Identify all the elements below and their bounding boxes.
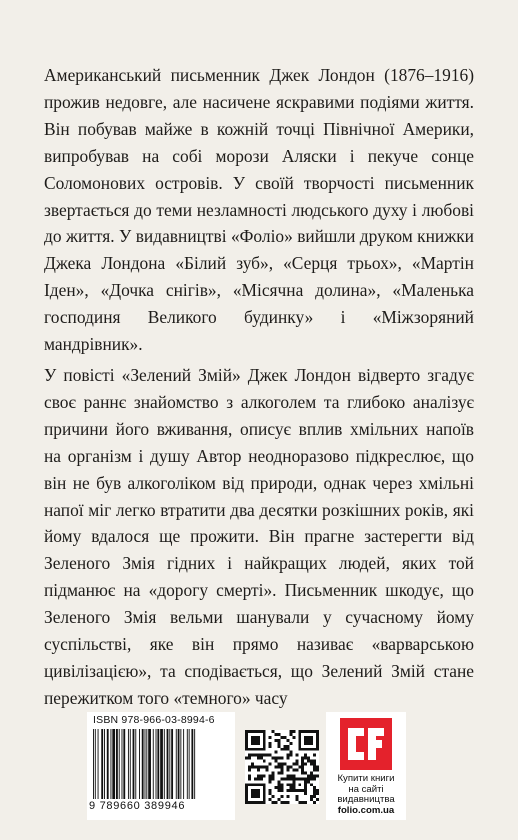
barcode-bars [91,729,231,799]
paragraph-author-bio: Американський письменник Джек Лондон (1876–1916) прожив недовге, але насичене яскравими подіями життя. Він побував майже в кожній точці Північної Америки, випробував на собі морози Аляски і пекуче сонце Соломонових островів. У своїй творчості письменник звертається до теми незламності людського духу і любові до життя. У видавництві «Фоліо» вийшли друком книжки Джека Лондона «Білий зуб», «Серця трьох», «Мартін Іден», «Дочка снігів», «Місячна долина», «Маленька господиня Великого будинку» і «Міжзоряний мандрівник». [44,65,474,355]
isbn-barcode [87,712,235,820]
isbn-label: ISBN 978-966-03-8994-6 [93,714,215,726]
paragraph-book-summary: У повісті «Зелений Змій» Джек Лондон відверто згадує своє раннє знайомство з алкоголем та глибоко аналізує причини його вживання, описує вплив хмільних напоїв на організм і душу Автор неодноразово підкреслює, що він не був алкоголіком від природи, однак через хмільні напої міг легко втратити два десятки розкішних років, які йому вдалося ще прожити. Він прагне застерегти від Зеленого Змія гідних і найкращих людей, яких той підманює на «дорогу смерті». Письменник шкодує, що Зеленого Змія вельми шанували у сучасному йому суспільстві, яке він прямо називає «варварською цивілізацією», та сподівається, що Зелений Змій стане пережитком того «темного» часу [44,364,474,708]
back-cover-footer [0,712,518,840]
caption-line-1: Купити книги [337,773,395,784]
caption-line-3: видавництва [337,794,395,806]
publisher-url-link[interactable]: folio.com.ua [337,804,395,816]
qr-code-icon[interactable] [245,730,319,804]
logo-caption [326,774,406,816]
annotation-text [44,62,474,712]
cf-logo-icon [340,718,392,770]
barcode-digits: 9 789660 389946 [89,800,186,812]
publisher-logo-block[interactable] [326,712,406,820]
caption-line-2: на сайті [348,783,384,795]
